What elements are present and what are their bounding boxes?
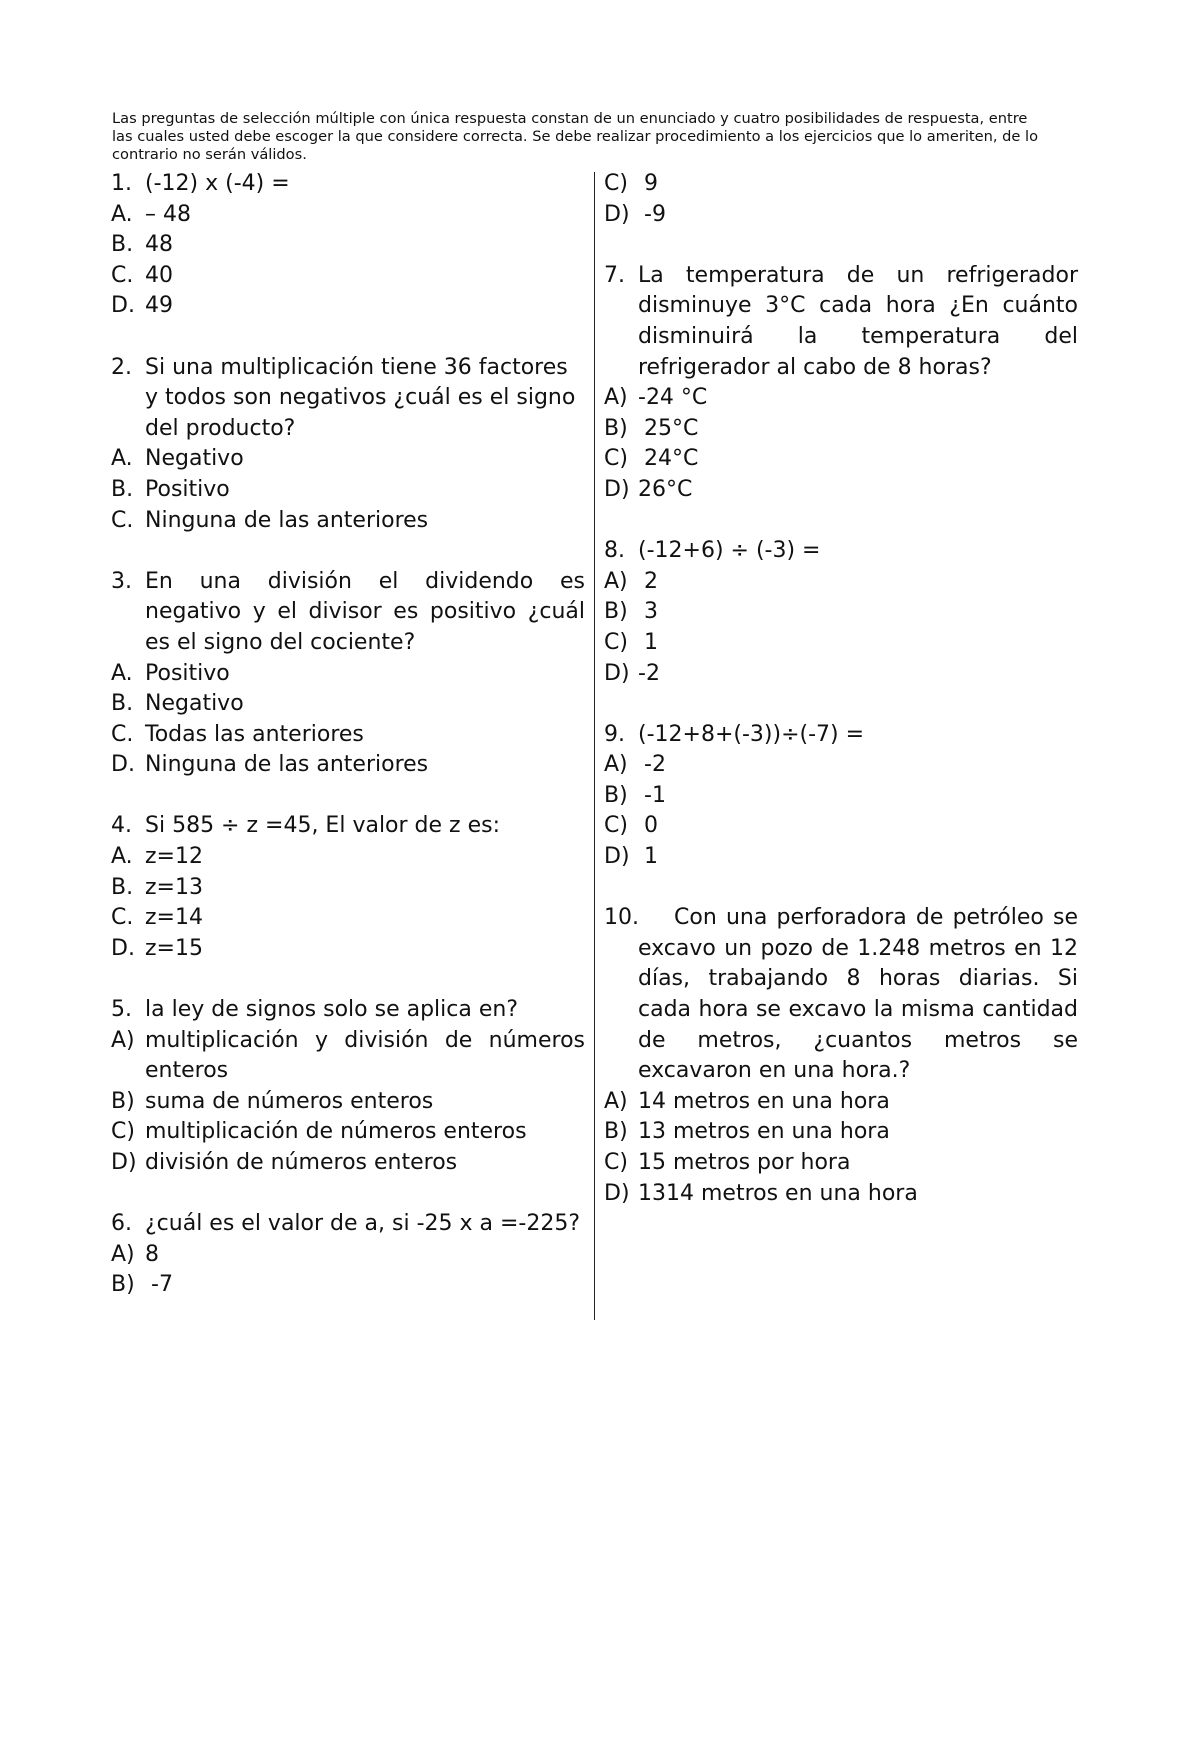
option-text: 1 <box>644 629 658 655</box>
option-b[interactable] <box>111 1270 585 1301</box>
option-text: 26°C <box>638 476 693 502</box>
question-2 <box>111 353 585 537</box>
question-text: Si 585 ÷ z =45, El valor de z es: <box>145 813 500 839</box>
left-column <box>111 169 585 1301</box>
option-label: B) <box>604 782 628 808</box>
option-label: A) <box>604 385 628 411</box>
option-text: z=13 <box>145 874 203 900</box>
option-d[interactable] <box>604 200 1078 231</box>
option-label: C. <box>111 905 134 931</box>
option-c[interactable] <box>111 720 585 751</box>
option-b[interactable] <box>111 230 585 261</box>
option-text: -9 <box>644 201 666 227</box>
option-text: 48 <box>145 232 173 258</box>
option-text: -2 <box>638 660 660 686</box>
question-number: 9. <box>604 721 625 747</box>
option-d[interactable] <box>111 291 585 322</box>
option-d[interactable] <box>111 934 585 965</box>
option-text: z=15 <box>145 935 203 961</box>
option-text: 15 metros por hora <box>638 1150 851 1175</box>
option-c[interactable] <box>604 628 1078 659</box>
question-1 <box>111 169 585 322</box>
option-text: 40 <box>145 262 173 288</box>
option-label: D) <box>604 1180 630 1206</box>
option-b[interactable] <box>604 597 1078 628</box>
option-label: C. <box>111 262 134 288</box>
question-text: Si una multiplicación tiene 36 factores y todos son negativos ¿cuál es el signo del producto? <box>145 354 576 441</box>
option-label: C. <box>111 507 134 533</box>
option-label: A) <box>111 1027 135 1053</box>
option-text: Positivo <box>145 476 230 502</box>
option-d[interactable] <box>604 842 1078 873</box>
option-b[interactable] <box>111 1087 585 1118</box>
question-9 <box>604 720 1078 873</box>
option-b[interactable] <box>111 689 585 720</box>
option-text: división de números enteros <box>145 1150 458 1175</box>
option-c[interactable] <box>111 261 585 292</box>
option-label: B. <box>111 232 134 258</box>
option-c[interactable] <box>604 169 1078 200</box>
question-text: (-12) x (-4) = <box>145 171 290 196</box>
option-label: D. <box>111 935 135 961</box>
question-text: la ley de signos solo se aplica en? <box>145 997 519 1023</box>
option-a[interactable] <box>604 383 1078 414</box>
option-label: D. <box>111 752 135 778</box>
question-number: 8. <box>604 538 625 564</box>
question-3 <box>111 567 585 781</box>
question-6 <box>111 1209 585 1301</box>
option-text: Negativo <box>145 446 244 472</box>
option-d[interactable] <box>604 659 1078 690</box>
option-d[interactable] <box>604 475 1078 506</box>
option-label: C) <box>111 1119 135 1145</box>
option-label: C) <box>604 1150 628 1175</box>
option-label: A. <box>111 201 133 227</box>
option-label: C) <box>604 171 628 196</box>
question-text: ¿cuál es el valor de a, si -25 x a =-225? <box>145 1211 581 1237</box>
question-text: La temperatura de un refrigerador disminuye 3°C cada hora ¿En cuánto disminuirá la temperatura del refrigerador al cabo de 8 horas? <box>638 262 1078 380</box>
option-label: C) <box>604 446 628 472</box>
question-text: En una división el dividendo es negativo y el divisor es positivo ¿cuál es el signo del cociente? <box>145 568 585 655</box>
option-text: -24 °C <box>638 385 708 411</box>
column-divider <box>594 172 595 1320</box>
option-c[interactable] <box>111 1117 585 1148</box>
option-text: 2 <box>644 568 658 594</box>
option-text: 13 metros en una hora <box>638 1119 890 1145</box>
question-number: 5. <box>111 997 132 1023</box>
option-label: B. <box>111 874 134 900</box>
option-label: D) <box>604 844 630 870</box>
option-d[interactable] <box>111 1148 585 1179</box>
option-label: B) <box>604 415 628 441</box>
option-b[interactable] <box>604 781 1078 812</box>
option-label: B) <box>604 1119 628 1145</box>
question-number: 4. <box>111 813 132 839</box>
question-text: Con una perforadora de petróleo se excavo un pozo de 1.248 metros en 12 días, trabajando 8 horas diarias. Si cada hora se excavo la misma cantidad de metros, ¿cuantos metros se excavaron en una hora.? <box>638 905 1078 1084</box>
option-text: – 48 <box>145 201 191 227</box>
option-label: C) <box>604 813 628 839</box>
option-label: C) <box>604 629 628 655</box>
option-text: 14 metros en una hora <box>638 1088 890 1114</box>
option-label: A) <box>604 752 628 778</box>
option-c[interactable] <box>604 811 1078 842</box>
option-label: D) <box>604 660 630 686</box>
option-text: -2 <box>644 752 666 778</box>
option-text: -1 <box>644 782 666 808</box>
option-text: multiplicación de números enteros <box>145 1119 527 1145</box>
option-text: 1 <box>644 844 658 870</box>
option-a[interactable] <box>604 1087 1078 1118</box>
option-text: Negativo <box>145 691 244 717</box>
option-label: B) <box>111 1088 135 1114</box>
option-label: B) <box>604 599 628 625</box>
option-label: B. <box>111 476 134 502</box>
option-label: B) <box>111 1272 135 1298</box>
option-a[interactable] <box>111 1026 585 1087</box>
option-text: 3 <box>644 599 658 625</box>
question-4 <box>111 811 585 964</box>
question-text: (-12+6) ÷ (-3) = <box>638 538 821 564</box>
option-a[interactable] <box>604 750 1078 781</box>
right-column <box>604 169 1078 1209</box>
option-d[interactable] <box>604 1179 1078 1210</box>
question-text: (-12+8+(-3))÷(-7) = <box>638 721 865 747</box>
option-c[interactable] <box>111 903 585 934</box>
option-b[interactable] <box>604 414 1078 445</box>
option-text: 49 <box>145 293 173 319</box>
question-8 <box>604 536 1078 689</box>
option-text: Ninguna de las anteriores <box>145 752 429 778</box>
option-text: multiplicación y división de números enteros <box>145 1027 585 1084</box>
option-label: A) <box>111 1241 135 1267</box>
option-c[interactable] <box>604 1148 1078 1179</box>
option-label: A) <box>604 568 628 594</box>
option-text: Positivo <box>145 660 230 686</box>
option-text: 24°C <box>644 446 699 472</box>
option-a[interactable] <box>604 567 1078 598</box>
option-a[interactable] <box>111 842 585 873</box>
option-label: D) <box>604 201 630 227</box>
option-text: 25°C <box>644 415 699 441</box>
option-text: 9 <box>644 171 658 196</box>
option-label: A. <box>111 446 133 472</box>
option-b[interactable] <box>111 475 585 506</box>
option-b[interactable] <box>111 873 585 904</box>
question-7 <box>604 261 1078 506</box>
option-label: A. <box>111 844 133 870</box>
option-a[interactable] <box>111 200 585 231</box>
option-a[interactable] <box>111 444 585 475</box>
option-c[interactable] <box>604 444 1078 475</box>
instructions-text: Las preguntas de selección múltiple con única respuesta constan de un enunciado y cuatro posibilidades de respuesta, entre las cuales usted debe escoger la que considere correcta. Se debe realizar procedimiento a los ejercicios que lo ameriten, de lo contrario no serán válidos. <box>112 110 1039 163</box>
option-a[interactable] <box>111 1240 585 1271</box>
option-text: 1314 metros en una hora <box>638 1180 918 1206</box>
option-label: D) <box>604 476 630 502</box>
option-c[interactable] <box>111 506 585 537</box>
option-label: D) <box>111 1150 137 1175</box>
question-number: 7. <box>604 262 625 288</box>
option-label: C. <box>111 721 134 747</box>
option-text: Ninguna de las anteriores <box>145 507 429 533</box>
question-6-continued <box>604 169 1078 230</box>
option-label: A. <box>111 660 133 686</box>
option-label: D. <box>111 293 135 319</box>
option-text: Todas las anteriores <box>145 721 364 747</box>
question-number: 1. <box>111 171 132 196</box>
option-text: suma de números enteros <box>145 1088 434 1114</box>
question-5 <box>111 995 585 1179</box>
option-label: B. <box>111 691 134 717</box>
option-a[interactable] <box>111 659 585 690</box>
question-number: 6. <box>111 1211 132 1237</box>
question-number: 2. <box>111 354 132 380</box>
option-text: 0 <box>644 813 658 839</box>
option-d[interactable] <box>111 750 585 781</box>
option-text: 8 <box>145 1241 159 1267</box>
option-text: z=14 <box>145 905 203 931</box>
option-label: A) <box>604 1088 628 1114</box>
option-text: z=12 <box>145 844 203 870</box>
question-10 <box>604 903 1078 1209</box>
option-b[interactable] <box>604 1117 1078 1148</box>
question-number: 10. <box>604 905 639 931</box>
option-text: -7 <box>151 1272 173 1298</box>
question-number: 3. <box>111 568 132 594</box>
